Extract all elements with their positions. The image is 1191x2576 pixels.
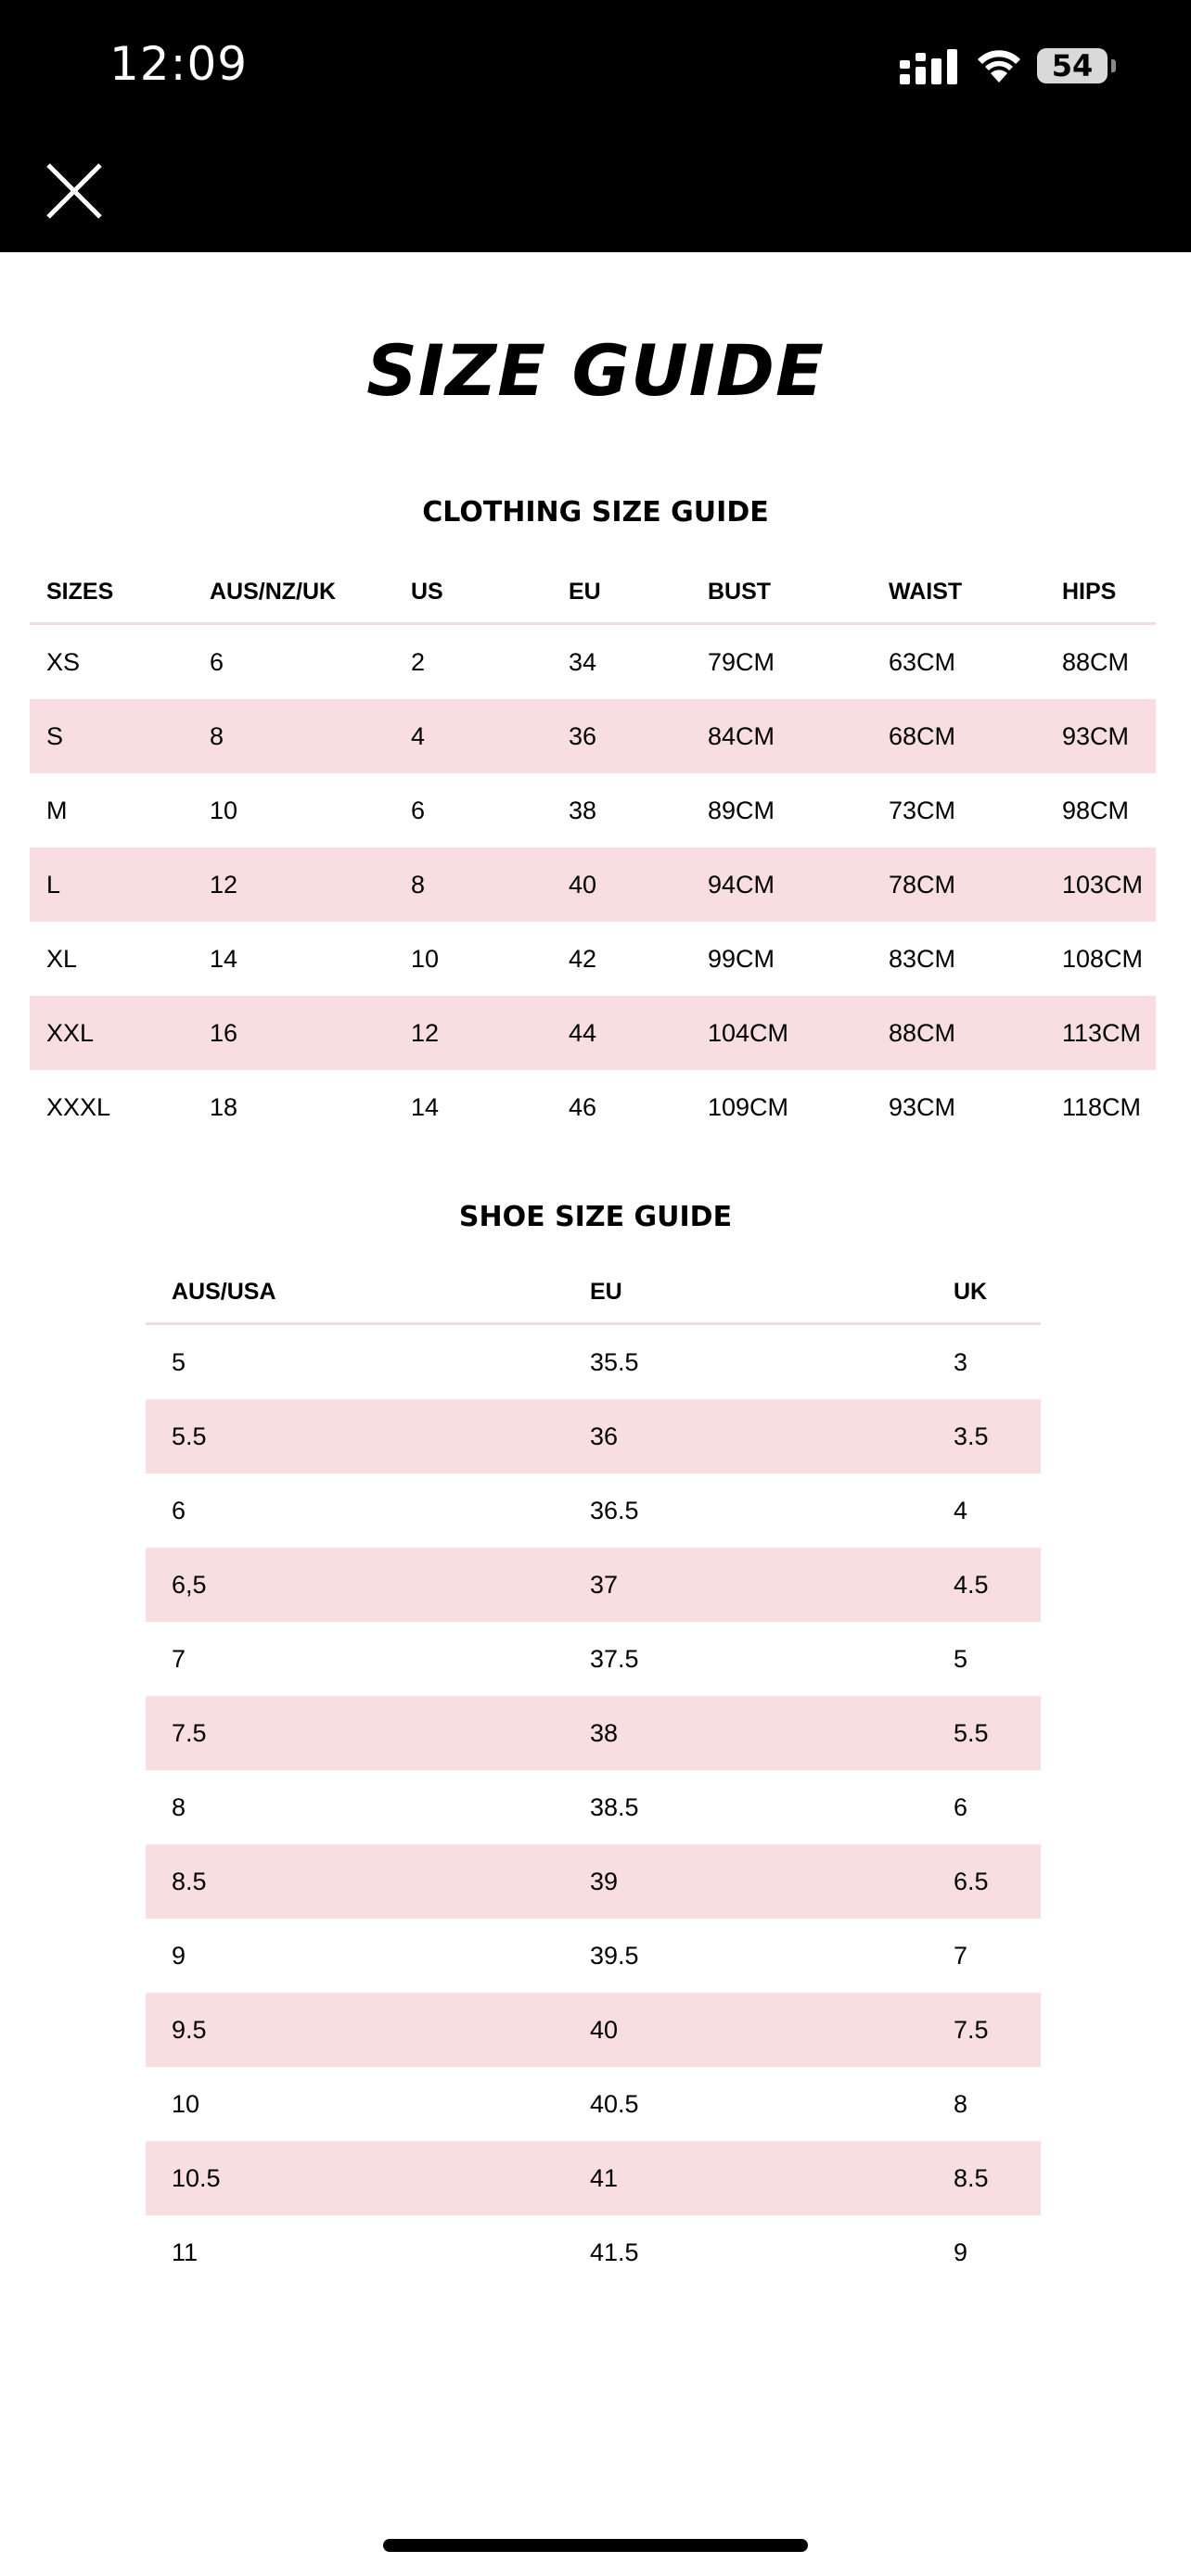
shoe-column-header: AUS/USA	[172, 1278, 276, 1305]
shoe-table-cell: 6	[954, 1792, 968, 1821]
clothing-table-cell: 89CM	[708, 796, 775, 824]
shoe-table-cell: 8	[954, 2089, 968, 2118]
shoe-table-cell: 3	[954, 1347, 968, 1376]
shoe-table-cell: 8.5	[172, 1867, 207, 1895]
clothing-table-row	[30, 922, 1156, 996]
clothing-table-cell: 99CM	[708, 944, 775, 973]
status-bar	[0, 0, 1191, 252]
shoe-table-cell: 9	[954, 2238, 968, 2266]
clothing-size-table	[30, 561, 1156, 1144]
clothing-table-cell: 40	[569, 870, 597, 899]
shoe-table-cell: 10.5	[172, 2163, 221, 2192]
clothing-table-cell: 108CM	[1062, 944, 1144, 973]
clothing-table-cell: 118CM	[1062, 1092, 1142, 1121]
clothing-column-header: HIPS	[1062, 578, 1117, 605]
clothing-table-cell: 83CM	[889, 944, 956, 973]
shoe-table-cell: 40	[590, 2015, 619, 2044]
clothing-column-header: EU	[569, 578, 601, 605]
shoe-size-table	[146, 1261, 1041, 2289]
shoe-table-cell: 3.5	[954, 1422, 989, 1450]
shoe-section-title: SHOE SIZE GUIDE	[458, 1201, 733, 1233]
shoe-column-header: EU	[590, 1278, 622, 1305]
clothing-table-cell: 6	[411, 796, 426, 824]
clothing-table-cell: 93CM	[1062, 721, 1130, 750]
clothing-table-cell: 36	[569, 721, 597, 750]
clothing-table-cell: 88CM	[889, 1018, 956, 1047]
shoe-table-cell: 35.5	[590, 1347, 639, 1376]
clothing-table-cell: XL	[46, 944, 78, 973]
clothing-table-cell: S	[46, 721, 64, 750]
clothing-column-header: AUS/NZ/UK	[210, 578, 337, 605]
clothing-table-cell: 73CM	[889, 796, 956, 824]
clothing-header-row	[30, 561, 1156, 625]
shoe-table-cell: 5.5	[172, 1422, 207, 1450]
cellular-signal-icon	[900, 49, 957, 84]
shoe-table-cell: 41.5	[590, 2238, 639, 2266]
shoe-table-row	[146, 1548, 1041, 1622]
clothing-table-cell: 63CM	[889, 647, 956, 676]
clothing-section-title: CLOTHING SIZE GUIDE	[422, 496, 769, 529]
clothing-table-cell: 4	[411, 721, 426, 750]
clothing-table-cell: XXL	[46, 1018, 95, 1047]
clothing-table-cell: 88CM	[1062, 647, 1130, 676]
shoe-table-cell: 6,5	[172, 1570, 207, 1599]
clothing-table-cell: 16	[210, 1018, 238, 1047]
status-time: 12:09	[109, 37, 249, 91]
shoe-table-cell: 8	[172, 1792, 186, 1821]
shoe-table-cell: 37	[590, 1570, 619, 1599]
close-icon[interactable]	[45, 161, 104, 221]
shoe-header-row	[146, 1261, 1041, 1325]
clothing-table-row	[30, 996, 1156, 1070]
shoe-table-cell: 5	[172, 1347, 186, 1376]
clothing-table-cell: 6	[210, 647, 224, 676]
clothing-table-cell: 8	[210, 721, 224, 750]
shoe-table-cell: 39.5	[590, 1941, 639, 1970]
clothing-table-cell: 98CM	[1062, 796, 1130, 824]
shoe-table-row	[146, 1622, 1041, 1696]
clothing-table-cell: 46	[569, 1092, 597, 1121]
shoe-table-cell: 36.5	[590, 1496, 639, 1524]
shoe-table-cell: 7.5	[172, 1718, 207, 1747]
shoe-table-cell: 5.5	[954, 1718, 989, 1747]
clothing-table-cell: 14	[411, 1092, 440, 1121]
shoe-column-header: UK	[954, 1278, 988, 1305]
clothing-column-header: WAIST	[889, 578, 963, 605]
clothing-table-cell: 18	[210, 1092, 238, 1121]
shoe-table-row	[146, 1770, 1041, 1844]
shoe-table-row	[146, 1696, 1041, 1770]
shoe-table-cell: 37.5	[590, 1644, 639, 1673]
shoe-table-cell: 7.5	[954, 2015, 989, 2044]
clothing-table-cell: 78CM	[889, 870, 956, 899]
clothing-table-cell: 2	[411, 647, 426, 676]
clothing-table-cell: 42	[569, 944, 597, 973]
shoe-table-cell: 4	[954, 1496, 968, 1524]
shoe-table-row	[146, 1473, 1041, 1548]
clothing-table-cell: 79CM	[708, 647, 775, 676]
clothing-table-cell: 68CM	[889, 721, 956, 750]
clothing-column-header: BUST	[708, 578, 772, 605]
battery-cap	[1111, 59, 1116, 72]
clothing-table-row	[30, 848, 1156, 922]
shoe-table-cell: 6	[172, 1496, 186, 1524]
clothing-table-cell: 84CM	[708, 721, 775, 750]
page-title: SIZE GUIDE	[366, 329, 825, 412]
clothing-table-cell: M	[46, 796, 68, 824]
clothing-table-row	[30, 1070, 1156, 1144]
shoe-table-cell: 5	[954, 1644, 968, 1673]
clothing-table-cell: 44	[569, 1018, 597, 1047]
shoe-table-cell: 41	[590, 2163, 619, 2192]
shoe-table-cell: 40.5	[590, 2089, 639, 2118]
clothing-table-cell: 38	[569, 796, 597, 824]
clothing-table-cell: 94CM	[708, 870, 775, 899]
clothing-table-cell: 8	[411, 870, 426, 899]
shoe-table-cell: 9.5	[172, 2015, 207, 2044]
wifi-icon	[975, 45, 1023, 83]
shoe-table-cell: 10	[172, 2089, 200, 2118]
shoe-table-row	[146, 1993, 1041, 2067]
clothing-table-cell: 93CM	[889, 1092, 956, 1121]
shoe-table-row	[146, 1399, 1041, 1473]
shoe-table-cell: 38	[590, 1718, 619, 1747]
shoe-table-cell: 7	[172, 1644, 186, 1673]
clothing-table-row	[30, 699, 1156, 773]
clothing-table-cell: 12	[411, 1018, 440, 1047]
shoe-table-cell: 11	[172, 2238, 198, 2266]
shoe-table-cell: 4.5	[954, 1570, 989, 1599]
home-indicator[interactable]	[383, 2539, 808, 2552]
shoe-table-row	[146, 1844, 1041, 1919]
clothing-column-header: US	[411, 578, 443, 605]
shoe-table-row	[146, 2141, 1041, 2215]
clothing-table-cell: XS	[46, 647, 81, 676]
clothing-table-cell: 10	[210, 796, 238, 824]
shoe-table-cell: 8.5	[954, 2163, 989, 2192]
clothing-table-cell: 14	[210, 944, 238, 973]
clothing-table-cell: 104CM	[708, 1018, 789, 1047]
clothing-table-cell: XXXL	[46, 1092, 111, 1121]
battery-icon: 54	[1037, 48, 1108, 83]
shoe-table-row	[146, 1919, 1041, 1993]
shoe-table-cell: 39	[590, 1867, 619, 1895]
shoe-table-cell: 7	[954, 1941, 968, 1970]
shoe-table-cell: 36	[590, 1422, 619, 1450]
clothing-table-cell: 103CM	[1062, 870, 1144, 899]
clothing-table-cell: 12	[210, 870, 238, 899]
shoe-table-row	[146, 2215, 1041, 2289]
shoe-table-row	[146, 1325, 1041, 1399]
shoe-table-cell: 9	[172, 1941, 186, 1970]
clothing-table-cell: 10	[411, 944, 440, 973]
shoe-table-cell: 6.5	[954, 1867, 989, 1895]
shoe-table-cell: 38.5	[590, 1792, 639, 1821]
clothing-table-cell: L	[46, 870, 61, 899]
clothing-table-cell: 109CM	[708, 1092, 789, 1121]
clothing-table-cell: 34	[569, 647, 597, 676]
clothing-table-row	[30, 625, 1156, 699]
shoe-table-row	[146, 2067, 1041, 2141]
clothing-column-header: SIZES	[46, 578, 114, 605]
clothing-table-row	[30, 773, 1156, 848]
clothing-table-cell: 113CM	[1062, 1018, 1142, 1047]
